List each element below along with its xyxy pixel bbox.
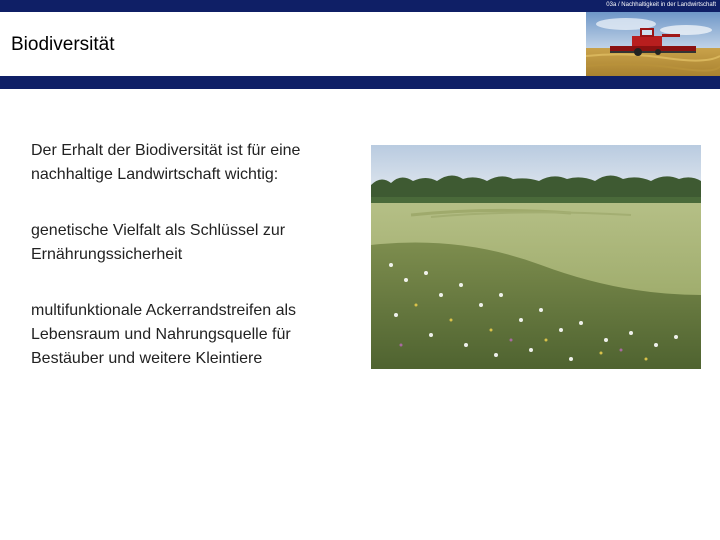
field-photo-illustration xyxy=(371,145,701,369)
content-text xyxy=(31,139,361,403)
header-harvester-image xyxy=(586,12,720,76)
breadcrumb: 03a / Nachhaltigkeit in der Landwirtschaft xyxy=(606,2,716,8)
title-area xyxy=(0,12,586,76)
top-bar xyxy=(0,0,720,12)
page-title: Biodiversität xyxy=(11,34,115,55)
paragraph-field-margins: multifunktionale Ackerrandstreifen als Lebensraum und Nahrungsquelle für Bestäuber und weitere Kleintiere xyxy=(31,302,297,367)
paragraph-genetic-diversity: genetische Vielfalt als Schlüssel zur Ernährungssicherheit xyxy=(31,222,286,263)
header-band xyxy=(0,76,720,89)
paragraph-intro: Der Erhalt der Biodiversität ist für eine nachhaltige Landwirtschaft wichtig: xyxy=(31,142,301,183)
field-margin-photo xyxy=(371,145,701,369)
harvester-illustration xyxy=(586,12,720,76)
